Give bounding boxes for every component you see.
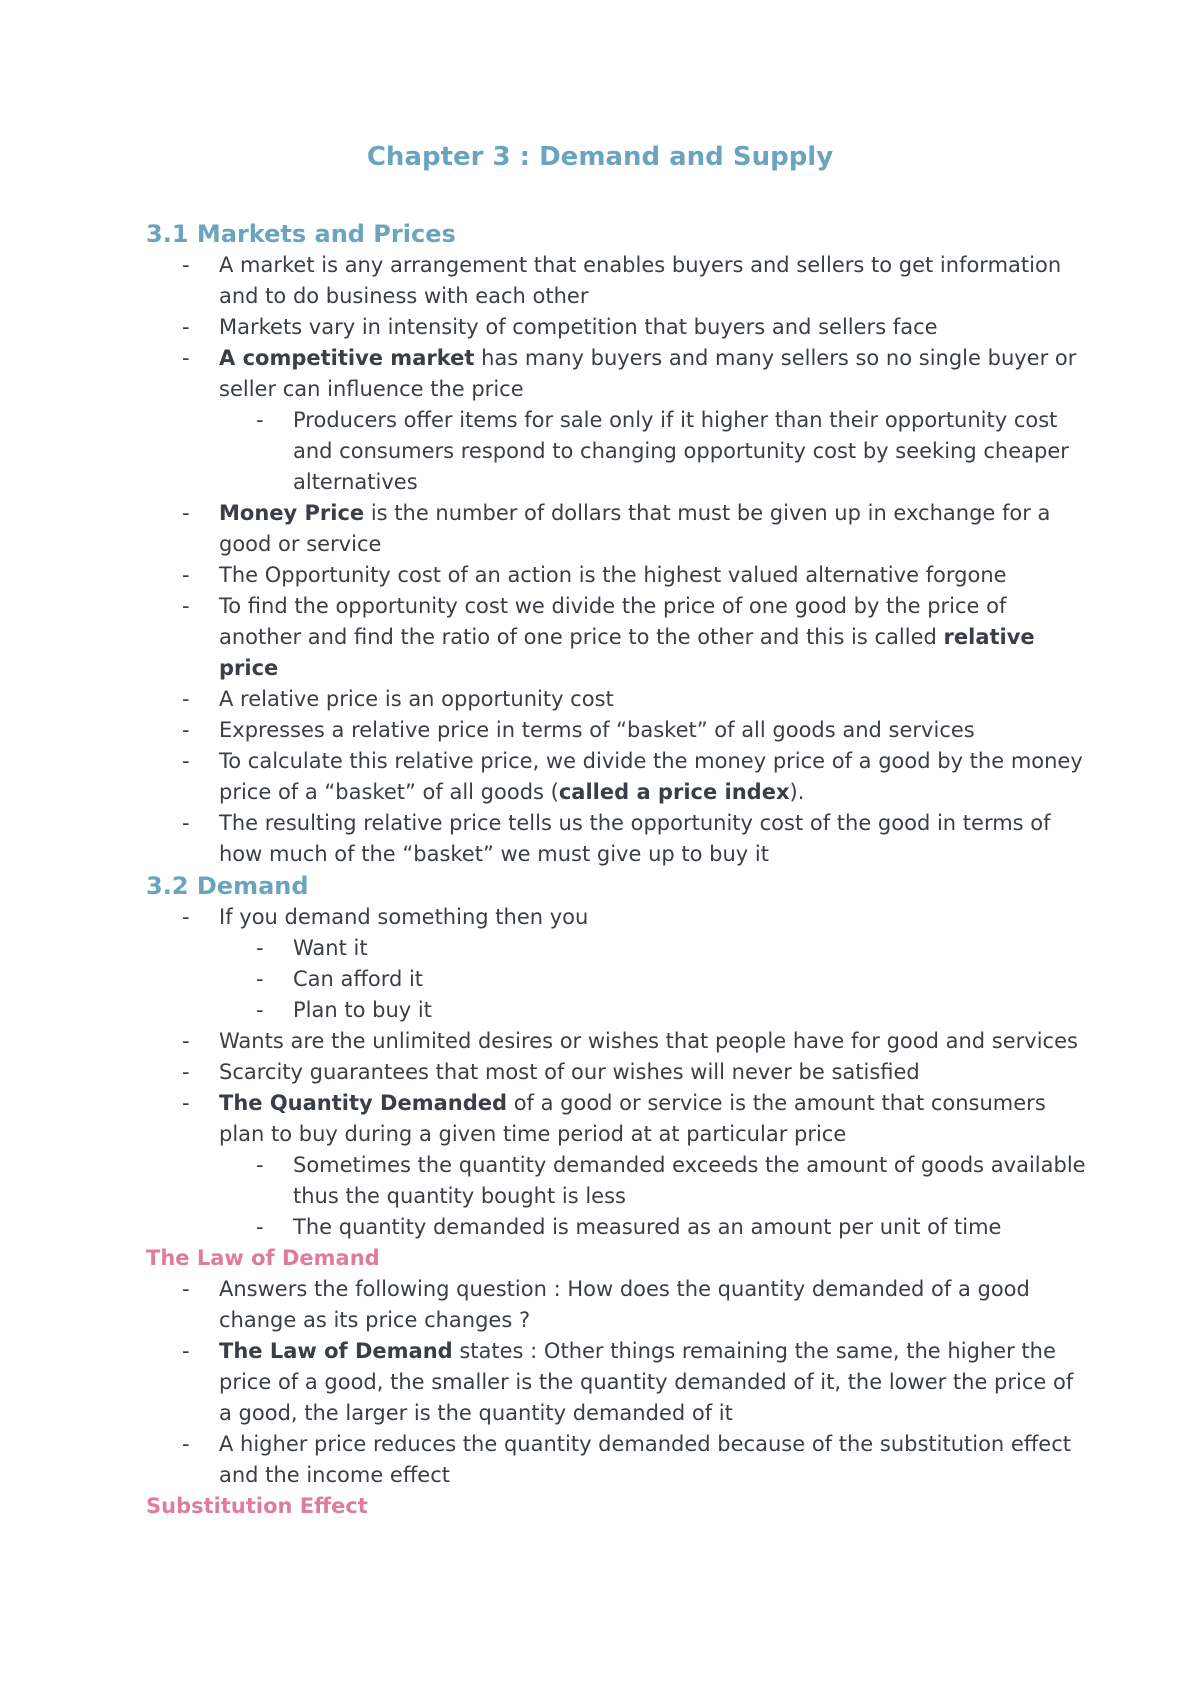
bullet-dash: -	[182, 687, 190, 711]
bullet-dash: -	[182, 594, 190, 618]
section-heading-demand: 3.2 Demand	[146, 872, 309, 900]
list-item	[146, 808, 1086, 870]
list-item	[146, 343, 1086, 405]
bullet-dash: -	[182, 1029, 190, 1053]
bullet-dash: -	[256, 1153, 264, 1177]
list-item-text: The Opportunity cost of an action is the highest valued alternative forgone	[219, 563, 1007, 587]
demand-list	[146, 902, 1086, 1243]
sub-list-item	[146, 964, 1086, 995]
bullet-dash: -	[182, 253, 190, 277]
bullet-dash: -	[182, 1060, 190, 1084]
bullet-dash: -	[182, 749, 190, 773]
list-item-text: has many buyers and many sellers so no single buyer or seller can influence the price	[219, 346, 1077, 401]
list-item	[146, 746, 1086, 808]
bullet-dash: -	[182, 905, 190, 929]
list-item	[146, 591, 1086, 684]
list-item-text: A relative price is an opportunity cost	[219, 687, 614, 711]
bullet-dash: -	[256, 408, 264, 432]
list-item	[146, 715, 1086, 746]
term-law-of-demand: The Law of Demand	[219, 1339, 453, 1363]
list-item	[146, 498, 1086, 560]
subheading-law-of-demand: The Law of Demand	[146, 1246, 380, 1270]
list-item	[146, 250, 1086, 312]
list-item-text: To find the opportunity cost we divide the price of one good by the price of another and find the ratio of one price to the other and this is called	[219, 594, 1007, 649]
list-item-text: Can afford it	[293, 967, 424, 991]
bullet-dash: -	[256, 998, 264, 1022]
list-item	[146, 560, 1086, 591]
term-money-price: Money Price	[219, 501, 365, 525]
list-item-text: A market is any arrangement that enables buyers and sellers to get information and to do business with each other	[219, 253, 1062, 308]
list-item-text: states : Other things remaining the same, the higher the price of a good, the smaller is the quantity demanded of it, the lower the price of a good, the larger is the quantity demanded of it	[219, 1339, 1074, 1425]
sub-list-item	[146, 1150, 1086, 1212]
list-item-text: is the number of dollars that must be given up in exchange for a good or service	[219, 501, 1051, 556]
bullet-dash: -	[182, 1091, 190, 1115]
list-item-text: of a good or service is the amount that consumers plan to buy during a given time period at at particular price	[219, 1091, 1046, 1146]
list-item-text: Scarcity guarantees that most of our wishes will never be satisfied	[219, 1060, 920, 1084]
list-item-text: Markets vary in intensity of competition that buyers and sellers face	[219, 315, 938, 339]
subheading-substitution-effect: Substitution Effect	[146, 1494, 368, 1518]
list-item-text: Expresses a relative price in terms of “basket” of all goods and services	[219, 718, 975, 742]
bullet-dash: -	[182, 563, 190, 587]
term-relative-price: relative price	[219, 625, 1035, 680]
list-item	[146, 684, 1086, 715]
bullet-dash: -	[182, 501, 190, 525]
list-item-text: Plan to buy it	[293, 998, 432, 1022]
list-item-text: Producers offer items for sale only if it higher than their opportunity cost and consumers respond to changing opportunity cost by seeking cheaper alternatives	[293, 408, 1069, 494]
sub-list-item	[146, 995, 1086, 1026]
bullet-dash: -	[182, 1432, 190, 1456]
document-body	[146, 218, 1086, 1522]
bullet-dash: -	[256, 1215, 264, 1239]
list-item-text: Answers the following question : How does the quantity demanded of a good change as its price changes ?	[219, 1277, 1030, 1332]
list-item	[146, 1274, 1086, 1336]
list-item	[146, 312, 1086, 343]
list-item-text: If you demand something then you	[219, 905, 589, 929]
list-item-text: The resulting relative price tells us the opportunity cost of the good in terms of how much of the “basket” we must give up to buy it	[219, 811, 1051, 866]
term-competitive-market: A competitive market	[219, 346, 475, 370]
list-item	[146, 1429, 1086, 1491]
list-item	[146, 1026, 1086, 1057]
list-item	[146, 1088, 1086, 1150]
markets-prices-list	[146, 250, 1086, 870]
bullet-dash: -	[182, 1339, 190, 1363]
section-heading-markets-prices: 3.1 Markets and Prices	[146, 220, 456, 248]
list-item-text: Wants are the unlimited desires or wishes that people have for good and services	[219, 1029, 1078, 1053]
sub-list-item	[146, 933, 1086, 964]
list-item-text: Sometimes the quantity demanded exceeds the amount of goods available thus the quantity bought is less	[293, 1153, 1086, 1208]
list-item-text: To calculate this relative price, we divide the money price of a good by the money price of a “basket” of all goods (	[219, 749, 1083, 804]
document-title: Chapter 3 : Demand and Supply	[366, 142, 834, 172]
bullet-dash: -	[256, 967, 264, 991]
list-item-text: A higher price reduces the quantity demanded because of the substitution effect and the income effect	[219, 1432, 1071, 1487]
bullet-dash: -	[182, 811, 190, 835]
bullet-dash: -	[182, 346, 190, 370]
list-item-text: Want it	[293, 936, 368, 960]
bullet-dash: -	[182, 1277, 190, 1301]
list-item	[146, 902, 1086, 933]
bullet-dash: -	[182, 718, 190, 742]
list-item-text: ).	[789, 780, 805, 804]
sub-list-item	[146, 1212, 1086, 1243]
sub-list-item	[146, 405, 1086, 498]
bullet-dash: -	[182, 315, 190, 339]
bullet-dash: -	[256, 936, 264, 960]
term-quantity-demanded: The Quantity Demanded	[219, 1091, 508, 1115]
list-item-text: The quantity demanded is measured as an amount per unit of time	[293, 1215, 1002, 1239]
list-item	[146, 1057, 1086, 1088]
list-item	[146, 1336, 1086, 1429]
term-price-index: called a price index	[558, 780, 790, 804]
law-of-demand-list	[146, 1274, 1086, 1491]
